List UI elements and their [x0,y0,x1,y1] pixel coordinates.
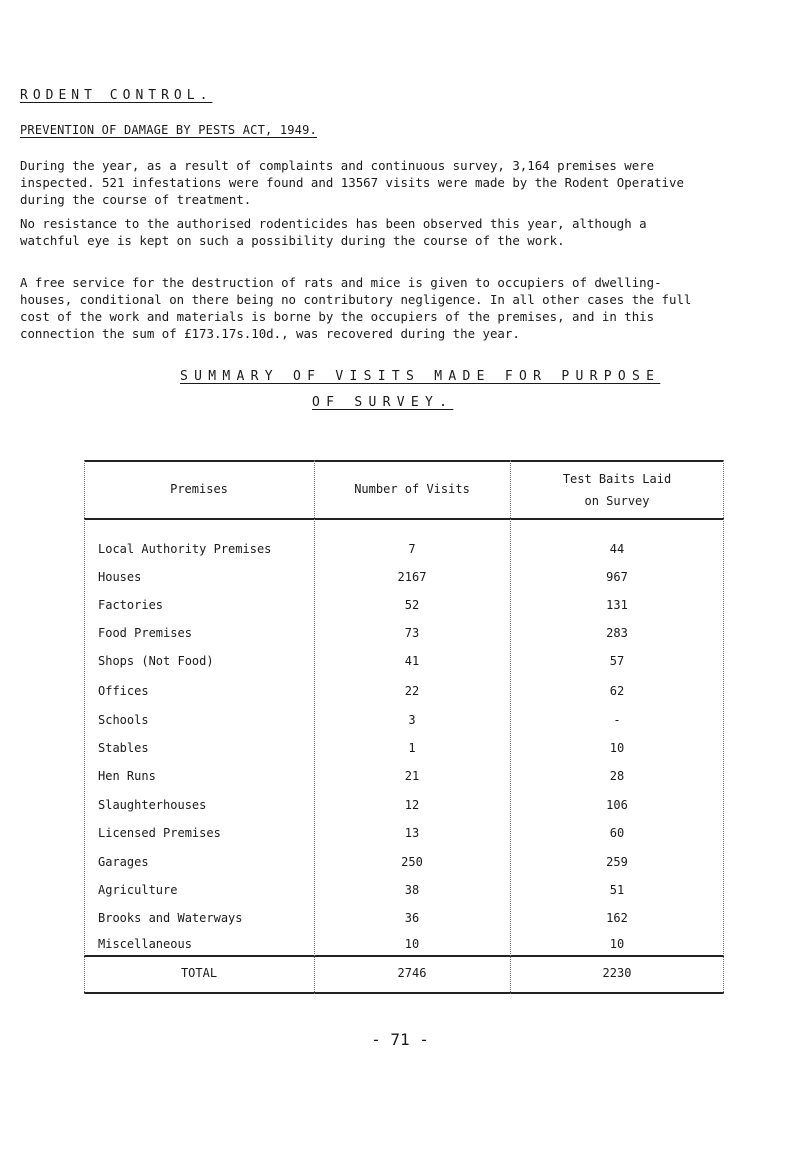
visits-cell: 73 [404,626,420,640]
baits-cell: 283 [606,626,628,640]
summary-title-line2: OF SURVEY. [312,395,454,410]
paragraph-line: cost of the work and materials is borne by the occupiers of the premises, and in this [20,309,655,324]
table-top-rule [84,460,724,462]
summary-title-line1: SUMMARY OF VISITS MADE FOR PURPOSE [180,369,661,384]
premises-cell: Brooks and Waterways [98,911,243,925]
paragraph-line: during the course of treatment. [20,192,252,207]
total-visits: 2746 [397,966,427,980]
baits-cell: 967 [606,570,628,584]
header-baits-line: on Survey [584,494,650,508]
premises-cell: Stables [98,741,149,755]
baits-cell: 44 [609,542,625,556]
header-visits: Number of Visits [354,482,470,496]
baits-cell: 28 [609,769,625,783]
total-baits: 2230 [602,966,632,980]
visits-table [84,460,724,980]
paragraph-line: inspected. 521 infestations were found and 13567 visits were made by the Rodent Operative [20,175,684,190]
table-row [84,713,724,739]
table-row [84,826,724,852]
visits-cell: 22 [404,684,420,698]
page-number: - 71 - [371,1030,429,1049]
baits-cell: 106 [606,798,628,812]
header-premises: Premises [170,482,228,496]
baits-cell: 10 [609,937,625,951]
paragraph-line: connection the sum of £173.17s.10d., was recovered during the year. [20,326,520,341]
baits-cell: 162 [606,911,628,925]
baits-cell: 51 [609,883,625,897]
baits-cell: 259 [606,855,628,869]
table-row [84,570,724,596]
premises-cell: Hen Runs [98,769,156,783]
table-row [84,684,724,710]
table-row [84,883,724,909]
table-row [84,798,724,824]
visits-cell: 41 [404,654,420,668]
paragraph-line: During the year, as a result of complaints and continuous survey, 3,164 premises were [20,158,655,173]
baits-cell: 57 [609,654,625,668]
visits-cell: 1 [408,741,416,755]
table-row [84,937,724,963]
premises-cell: Garages [98,855,149,869]
premises-cell: Houses [98,570,142,584]
section-heading: RODENT CONTROL. [20,88,213,103]
baits-cell: 10 [609,741,625,755]
table-header-rule [84,518,724,520]
paragraph-line: houses, conditional on there being no contributory negligence. In all other cases the full [20,292,692,307]
visits-cell: 10 [404,937,420,951]
table-row [84,542,724,568]
visits-cell: 2167 [397,570,427,584]
baits-cell: 62 [609,684,625,698]
baits-cell: 131 [606,598,628,612]
premises-cell: Slaughterhouses [98,798,207,812]
table-row [84,769,724,795]
baits-cell: - [613,713,621,727]
premises-cell: Agriculture [98,883,178,897]
premises-cell: Schools [98,713,149,727]
visits-cell: 250 [401,855,423,869]
baits-cell: 60 [609,826,625,840]
header-baits-line: Test Baits Laid [562,472,672,486]
premises-cell: Factories [98,598,164,612]
paragraph-infestations [20,157,780,208]
header-baits [510,468,724,512]
paragraph-resistance [20,215,780,249]
paragraph-line: A free service for the destruction of rats and mice is given to occupiers of dwelling- [20,275,662,290]
premises-cell: Local Authority Premises [98,542,272,556]
visits-cell: 13 [404,826,420,840]
premises-cell: Miscellaneous [98,937,192,951]
premises-cell: Offices [98,684,149,698]
paragraph-line: watchful eye is kept on such a possibility during the course of the work. [20,233,565,248]
visits-cell: 52 [404,598,420,612]
visits-cell: 3 [408,713,416,727]
paragraph-line: No resistance to the authorised rodenticides has been observed this year, although a [20,216,647,231]
table-row [84,741,724,767]
total-label: TOTAL [180,966,218,980]
visits-cell: 21 [404,769,420,783]
visits-cell: 7 [408,542,416,556]
visits-cell: 12 [404,798,420,812]
paragraph-free-service [20,274,780,342]
act-subheading: PREVENTION OF DAMAGE BY PESTS ACT, 1949. [20,123,317,137]
table-row [84,626,724,652]
table-row [84,911,724,937]
premises-cell: Food Premises [98,626,192,640]
visits-cell: 36 [404,911,420,925]
table-bottom-rule [84,992,724,994]
table-row [84,598,724,624]
table-row [84,654,724,680]
premises-cell: Licensed Premises [98,826,221,840]
premises-cell: Shops (Not Food) [98,654,214,668]
visits-cell: 38 [404,883,420,897]
table-row [84,855,724,881]
